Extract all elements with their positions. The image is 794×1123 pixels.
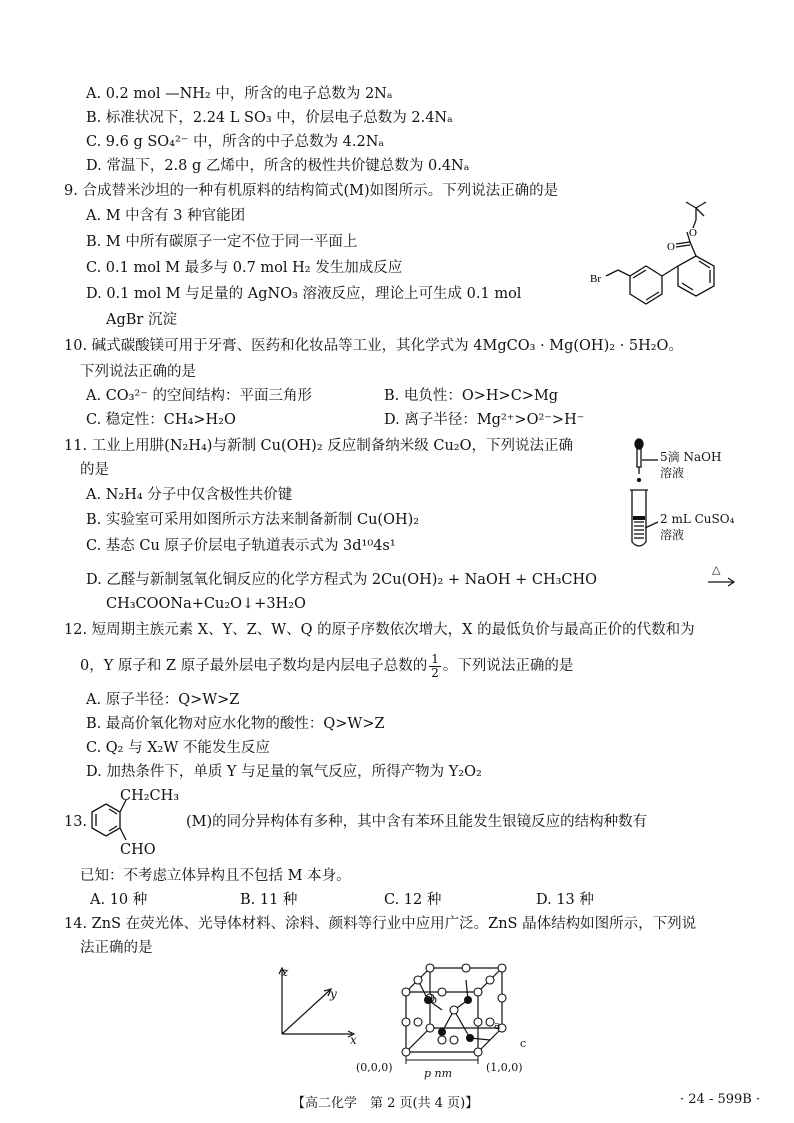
q11-option-a: A. N₂H₄ 分子中仅含极性共价键	[86, 487, 293, 503]
q12-option-a: A. 原子半径：Q>W>Z	[86, 692, 240, 708]
q11-cuso4-label: 2 mL CuSO₄	[660, 512, 735, 526]
q13-option-b: B. 11 种	[240, 892, 298, 908]
q12-stem-text: 0，Y 原子和 Z 原子最外层电子数均是内层电子总数的	[80, 658, 428, 674]
q9-option-c: C. 0.1 mol M 最多与 0.7 mol H₂ 发生加成反应	[86, 260, 403, 276]
q11-test-tube-figure	[628, 438, 658, 554]
q13-option-c: C. 12 种	[384, 892, 442, 908]
q10-stem: 10. 碱式碳酸镁可用于牙膏、医药和化妆品等工业，其化学式为 4MgCO₃ · Mg(OH)₂ · 5H₂O。	[64, 338, 683, 354]
q12-option-b: B. 最高价氧化物对应水化物的酸性：Q>W>Z	[86, 716, 385, 732]
q10-option-c: C. 稳定性：CH₄>H₂O	[86, 412, 236, 428]
q13-number: 13.	[64, 814, 88, 830]
q13-note: 已知：不考虑立体异构且不包括 M 本身。	[80, 868, 351, 884]
q14-label-b: b	[430, 993, 438, 1006]
q10-option-b: B. 电负性：O>H>C>Mg	[384, 388, 559, 404]
q11-option-d: D. 乙醛与新制氢氧化铜反应的化学方程式为 2Cu(OH)₂ + NaOH + CH₃CHO	[86, 572, 598, 588]
q10-stem-cont: 下列说法正确的是	[80, 364, 196, 380]
svg-text:O: O	[689, 227, 697, 239]
q9-stem: 9. 合成替米沙坦的一种有机原料的结构简式(M)如图所示。下列说法正确的是	[64, 183, 559, 199]
q13-option-a: A. 10 种	[90, 892, 148, 908]
q11-option-c: C. 基态 Cu 原子价层电子轨道表示式为 3d¹⁰4s¹	[86, 538, 396, 554]
q11-stem: 11. 工业上用肼(N₂H₄)与新制 Cu(OH)₂ 反应制备纳米级 Cu₂O，下列说法正确	[64, 438, 573, 454]
q13-stem: (M)的同分异构体有多种，其中含有苯环且能发生银镜反应的结构种数有	[186, 814, 648, 830]
q8-option-d: D. 常温下，2.8 g 乙烯中，所含的极性共价键总数为 0.4Nₐ	[86, 158, 470, 174]
page-footer: 【高二化学 第 2 页(共 4 页)】	[292, 1096, 479, 1111]
q14-stem-cont: 法正确的是	[80, 940, 153, 956]
q9-option-b: B. M 中所有碳原子一定不位于同一平面上	[86, 234, 358, 250]
q14-axis-z: z	[282, 965, 289, 979]
q12-option-c: C. Q₂ 与 X₂W 不能发生反应	[86, 740, 270, 756]
q14-edge-label: p nm	[424, 1067, 453, 1080]
q9-structure-figure	[590, 198, 740, 310]
q8-option-a: A. 0.2 mol —NH₂ 中，所含的电子总数为 2Nₐ	[86, 86, 393, 102]
q14-crystal-figure	[398, 960, 528, 1070]
q11-option-d-cont: CH₃COONa+Cu₂O↓+3H₂O	[106, 596, 306, 612]
q11-stem-cont: 的是	[80, 462, 109, 478]
q12-option-d: D. 加热条件下，单质 Y 与足量的氧气反应，所得产物为 Y₂O₂	[86, 764, 482, 780]
q9-br-label: Br	[590, 273, 601, 285]
q10-option-d: D. 离子半径：Mg²⁺>O²⁻>H⁻	[384, 412, 585, 428]
q14-axis-x: x	[350, 1033, 357, 1047]
q11-heat-symbol: △	[712, 563, 721, 576]
q11-cuso4-label-2: 溶液	[660, 528, 685, 542]
svg-text:O: O	[667, 241, 675, 253]
q12-stem: 12. 短周期主族元素 X、Y、Z、W、Q 的原子序数依次增大，X 的最低负价与最高正价的代数和为	[64, 622, 695, 638]
q10-option-a: A. CO₃²⁻ 的空间结构：平面三角形	[86, 388, 313, 404]
q12-fraction-denominator: 2	[431, 665, 439, 680]
q12-stem-text-2: 。下列说法正确的是	[442, 658, 574, 674]
q11-naoh-label-2: 溶液	[660, 466, 685, 480]
q12-stem-cont	[80, 650, 573, 682]
q8-option-b: B. 标准状况下，2.24 L SO₃ 中，价层电子总数为 2.4Nₐ	[86, 110, 453, 126]
q13-ethyl-label: CH₂CH₃	[120, 788, 180, 804]
q14-label-c: c	[520, 1037, 527, 1050]
q9-option-d: D. 0.1 mol M 与足量的 AgNO₃ 溶液反应，理论上可生成 0.1 mol	[86, 286, 522, 302]
q11-heat-arrow	[706, 563, 736, 590]
q14-point-label: (1,0,0)	[486, 1061, 523, 1074]
q8-option-c: C. 9.6 g SO₄²⁻ 中，所含的中子总数为 4.2Nₐ	[86, 134, 385, 150]
q9-option-d-cont: AgBr 沉淀	[106, 312, 177, 328]
q11-option-b: B. 实验室可采用如图所示方法来制备新制 Cu(OH)₂	[86, 512, 420, 528]
page-code: · 24 - 599B ·	[680, 1092, 761, 1107]
q13-option-d: D. 13 种	[536, 892, 594, 908]
q13-cho-label: CHO	[120, 842, 156, 858]
q12-fraction	[429, 653, 441, 680]
q14-origin-label: (0,0,0)	[356, 1061, 393, 1074]
q14-label-a: a	[494, 1019, 501, 1032]
q9-option-a: A. M 中含有 3 种官能团	[86, 208, 246, 224]
q14-stem: 14. ZnS 在荧光体、光导体材料、涂料、颜料等行业中应用广泛。ZnS 晶体结构如图所示，下列说	[64, 916, 697, 932]
q12-fraction-numerator: 1	[431, 651, 439, 666]
q11-naoh-label: 5滴 NaOH	[660, 450, 722, 464]
q14-axis-y: y	[330, 987, 337, 1001]
